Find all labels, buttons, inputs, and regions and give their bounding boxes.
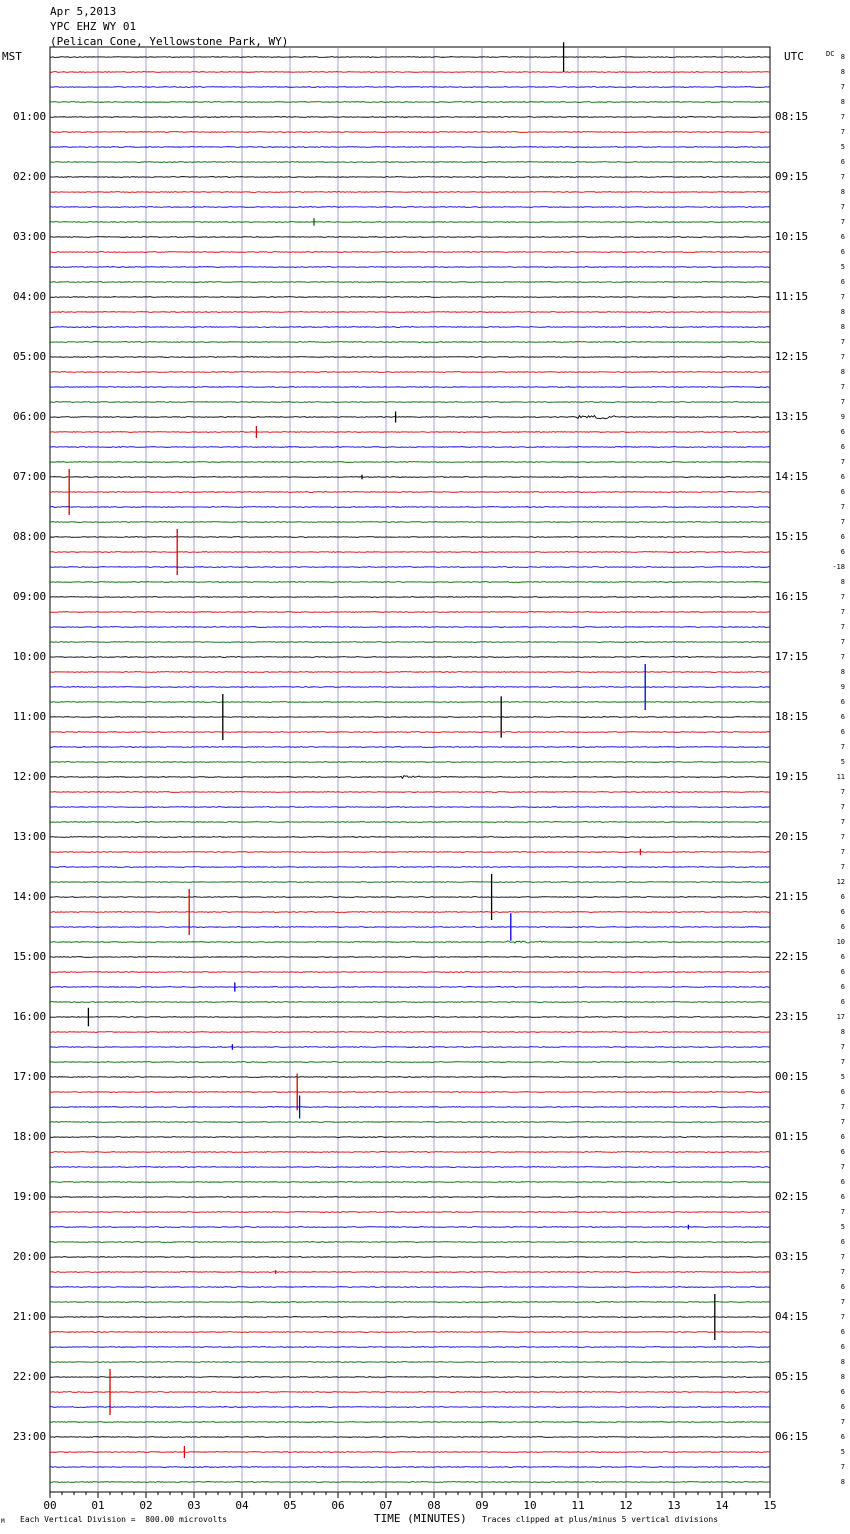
seismic-trace xyxy=(50,537,770,538)
seismic-trace xyxy=(50,1257,770,1258)
seismic-trace xyxy=(50,1332,770,1333)
seismic-trace xyxy=(50,552,770,553)
x-tick-label: 07 xyxy=(379,1499,393,1512)
dc-offset-value: 7 xyxy=(840,818,845,826)
left-hour-label: 14:00 xyxy=(13,890,47,903)
seismic-trace xyxy=(50,297,770,298)
seismic-trace xyxy=(50,1122,770,1123)
seismic-trace xyxy=(50,327,770,328)
dc-offset-value: 7 xyxy=(840,1058,845,1066)
right-hour-label: 02:15 xyxy=(775,1190,809,1203)
dc-offset-value: 7 xyxy=(840,113,845,121)
dc-offset-value: 6 xyxy=(840,1133,845,1141)
seismic-trace xyxy=(50,1167,770,1168)
seismic-trace xyxy=(50,1422,770,1423)
seismic-trace xyxy=(50,132,770,133)
x-tick-label: 11 xyxy=(571,1499,585,1512)
dc-offset-value: 7 xyxy=(840,848,845,856)
left-hour-label: 16:00 xyxy=(13,1010,47,1023)
dc-offset-value: 11 xyxy=(836,773,845,781)
dc-offset-value: 6 xyxy=(840,1193,845,1201)
seismic-trace xyxy=(50,747,770,748)
left-hour-label: 21:00 xyxy=(13,1310,47,1323)
dc-offset-value: 7 xyxy=(840,1418,845,1426)
dc-offset-value: 6 xyxy=(840,548,845,556)
seismic-trace xyxy=(50,222,770,223)
dc-offset-value: 6 xyxy=(840,248,845,256)
x-tick-label: 04 xyxy=(235,1499,249,1512)
seismic-trace xyxy=(50,522,770,523)
seismic-trace xyxy=(50,1242,770,1243)
seismic-trace xyxy=(50,837,770,838)
corner-mark: M xyxy=(1,1518,5,1525)
dc-offset-value: 7 xyxy=(840,1298,845,1306)
seismic-trace xyxy=(50,1347,770,1348)
dc-offset-value: 7 xyxy=(840,743,845,751)
seismic-trace xyxy=(50,1452,770,1453)
seismic-trace xyxy=(50,507,770,508)
seismic-trace xyxy=(50,627,770,628)
right-hour-label: 00:15 xyxy=(775,1070,809,1083)
seismic-trace xyxy=(50,672,770,673)
dc-offset-value: 6 xyxy=(840,428,845,436)
x-tick-label: 02 xyxy=(139,1499,153,1512)
dc-offset-value: 6 xyxy=(840,488,845,496)
scale-note: Each Vertical Division = 800.00 microvolts xyxy=(20,1515,228,1524)
dc-offset-value: 6 xyxy=(840,968,845,976)
dc-offset-value: 6 xyxy=(840,998,845,1006)
right-hour-label: 05:15 xyxy=(775,1370,809,1383)
dc-offset-value: 5 xyxy=(840,758,845,766)
dc-offset-value: 6 xyxy=(840,1283,845,1291)
dc-offset-value: 7 xyxy=(840,293,845,301)
dc-offset-value: 6 xyxy=(840,1178,845,1186)
x-tick-label: 06 xyxy=(331,1499,345,1512)
dc-offset-value: 6 xyxy=(840,1388,845,1396)
seismic-trace xyxy=(50,1137,770,1138)
dc-offset-value: 6 xyxy=(840,713,845,721)
dc-offset-value: 7 xyxy=(840,608,845,616)
seismic-trace xyxy=(50,1017,770,1018)
dc-offset-value: 8 xyxy=(840,323,845,331)
left-hour-label: 06:00 xyxy=(13,410,47,423)
dc-offset-value: -18 xyxy=(832,563,845,571)
dc-offset-value: 6 xyxy=(840,278,845,286)
right-hour-label: 18:15 xyxy=(775,710,809,723)
dc-offset-value: 6 xyxy=(840,1403,845,1411)
seismic-trace xyxy=(50,1182,770,1183)
seismic-trace xyxy=(50,477,770,478)
seismic-trace xyxy=(50,402,770,403)
dc-offset-value: 6 xyxy=(840,473,845,481)
dc-offset-value: 6 xyxy=(840,728,845,736)
header-date: Apr 5,2013 xyxy=(50,5,117,18)
right-hour-label: 14:15 xyxy=(775,470,809,483)
right-hour-label: 12:15 xyxy=(775,350,809,363)
seismic-trace xyxy=(50,1212,770,1213)
seismic-trace xyxy=(50,1032,770,1033)
left-hour-label: 09:00 xyxy=(13,590,47,603)
x-tick-label: 10 xyxy=(523,1499,537,1512)
left-hour-label: 18:00 xyxy=(13,1130,47,1143)
right-hour-label: 15:15 xyxy=(775,530,809,543)
seismic-trace xyxy=(50,1272,770,1273)
left-hour-label: 10:00 xyxy=(13,650,47,663)
left-hour-label: 04:00 xyxy=(13,290,47,303)
left-timezone-label: MST xyxy=(2,50,22,63)
seismic-trace xyxy=(50,1287,770,1288)
dc-offset-value: 7 xyxy=(840,788,845,796)
dc-offset-value: 7 xyxy=(840,1043,845,1051)
dc-offset-value: 7 xyxy=(840,623,845,631)
dc-offset-value: 7 xyxy=(840,218,845,226)
dc-offset-value: 7 xyxy=(840,638,845,646)
right-hour-label: 11:15 xyxy=(775,290,809,303)
left-hour-label: 02:00 xyxy=(13,170,47,183)
right-hour-label: 06:15 xyxy=(775,1430,809,1443)
dc-offset-value: 7 xyxy=(840,173,845,181)
left-hour-label: 03:00 xyxy=(13,230,47,243)
dc-offset-value: 6 xyxy=(840,1148,845,1156)
dc-offset-value: 6 xyxy=(840,443,845,451)
dc-offset-value: 8 xyxy=(840,68,845,76)
seismic-trace xyxy=(50,972,770,973)
seismic-trace xyxy=(50,117,770,118)
dc-offset-value: 7 xyxy=(840,458,845,466)
right-hour-label: 10:15 xyxy=(775,230,809,243)
x-tick-label: 01 xyxy=(91,1499,105,1512)
seismic-trace xyxy=(50,1317,770,1318)
seismic-trace xyxy=(50,987,770,988)
seismic-trace xyxy=(50,1107,770,1108)
seismic-trace xyxy=(50,72,770,73)
left-hour-label: 05:00 xyxy=(13,350,47,363)
seismic-trace xyxy=(50,702,770,703)
dc-offset-value: 10 xyxy=(836,938,845,946)
x-tick-label: 12 xyxy=(619,1499,633,1512)
seismic-trace xyxy=(50,1302,770,1303)
x-tick-label: 05 xyxy=(283,1499,297,1512)
dc-offset-value: 6 xyxy=(840,923,845,931)
seismic-trace xyxy=(50,162,770,163)
seismic-trace xyxy=(50,87,770,88)
seismic-trace xyxy=(50,941,770,943)
dc-offset-value: 6 xyxy=(840,1088,845,1096)
dc-offset-value: 8 xyxy=(840,98,845,106)
right-hour-label: 01:15 xyxy=(775,1130,809,1143)
seismic-trace xyxy=(50,1062,770,1063)
seismic-trace xyxy=(50,912,770,913)
seismic-trace xyxy=(50,1002,770,1003)
seismic-trace xyxy=(50,177,770,178)
left-hour-label: 08:00 xyxy=(13,530,47,543)
dc-offset-value: 7 xyxy=(840,653,845,661)
dc-offset-value: 7 xyxy=(840,128,845,136)
seismic-trace xyxy=(50,192,770,193)
seismic-trace xyxy=(50,462,770,463)
dc-offset-value: 8 xyxy=(840,578,845,586)
seismic-trace xyxy=(50,207,770,208)
seismic-trace xyxy=(50,447,770,448)
seismic-trace xyxy=(50,1467,770,1468)
seismic-trace xyxy=(50,342,770,343)
left-hour-label: 01:00 xyxy=(13,110,47,123)
seismic-trace xyxy=(50,282,770,283)
seismic-trace xyxy=(50,582,770,583)
dc-offset-value: 6 xyxy=(840,233,845,241)
dc-offset-value: 6 xyxy=(840,698,845,706)
right-hour-label: 16:15 xyxy=(775,590,809,603)
seismic-trace xyxy=(50,432,770,433)
header-station: YPC EHZ WY 01 xyxy=(50,20,137,33)
dc-offset-value: 6 xyxy=(840,1433,845,1441)
dc-offset-value: 7 xyxy=(840,863,845,871)
seismic-trace xyxy=(50,597,770,598)
header-location: (Pelican Cone, Yellowstone Park, WY) xyxy=(50,35,289,48)
seismic-trace xyxy=(50,1047,770,1048)
seismic-trace xyxy=(50,717,770,718)
dc-offset-value: 6 xyxy=(840,983,845,991)
dc-offset-value: 8 xyxy=(840,188,845,196)
dc-offset-value: 5 xyxy=(840,263,845,271)
seismic-trace xyxy=(50,776,770,779)
seismic-trace xyxy=(50,567,770,568)
dc-offset-value: 7 xyxy=(840,1103,845,1111)
dc-offset-value: 7 xyxy=(840,1313,845,1321)
seismic-trace xyxy=(50,1392,770,1393)
seismic-trace xyxy=(50,762,770,763)
seismic-trace xyxy=(50,852,770,853)
seismic-trace xyxy=(50,657,770,658)
seismic-trace xyxy=(50,1077,770,1078)
seismic-trace xyxy=(50,1407,770,1408)
dc-offset-value: 5 xyxy=(840,1223,845,1231)
dc-offset-value: 8 xyxy=(840,668,845,676)
seismic-trace xyxy=(50,1227,770,1228)
dc-offset-value: 12 xyxy=(836,878,845,886)
left-hour-label: 13:00 xyxy=(13,830,47,843)
clip-note: Traces clipped at plus/minus 5 vertical divisions xyxy=(482,1515,719,1524)
right-hour-label: 17:15 xyxy=(775,650,809,663)
dc-offset-value: 7 xyxy=(840,1118,845,1126)
dc-offset-value: 8 xyxy=(840,1358,845,1366)
dc-offset-value: 8 xyxy=(840,308,845,316)
right-hour-label: 21:15 xyxy=(775,890,809,903)
dc-offset-value: 7 xyxy=(840,83,845,91)
dc-offset-value: 6 xyxy=(840,893,845,901)
trace-layer xyxy=(50,42,770,1482)
dc-offset-value: 7 xyxy=(840,203,845,211)
dc-offset-value: 8 xyxy=(840,368,845,376)
dc-offset-value: 8 xyxy=(840,1373,845,1381)
right-hour-label: 04:15 xyxy=(775,1310,809,1323)
seismic-trace xyxy=(50,492,770,493)
seismic-trace xyxy=(50,1377,770,1378)
seismic-trace xyxy=(50,1482,770,1483)
seismic-trace xyxy=(50,897,770,898)
right-timezone-label: UTC xyxy=(784,50,804,63)
seismic-trace xyxy=(50,1092,770,1093)
dc-offset-value: 5 xyxy=(840,1073,845,1081)
right-hour-label: 09:15 xyxy=(775,170,809,183)
dc-offset-value: 7 xyxy=(840,398,845,406)
dc-offset-value: 5 xyxy=(840,1448,845,1456)
right-hour-label: 13:15 xyxy=(775,410,809,423)
seismic-trace xyxy=(50,642,770,643)
seismic-trace xyxy=(50,252,770,253)
dc-offset-value: 8 xyxy=(840,53,845,61)
seismic-trace xyxy=(50,612,770,613)
left-hour-label: 23:00 xyxy=(13,1430,47,1443)
seismic-trace xyxy=(50,882,770,883)
dc-offset-value: 8 xyxy=(840,1028,845,1036)
dc-offset-value: 7 xyxy=(840,1253,845,1261)
seismic-trace xyxy=(50,687,770,688)
dc-offset-value: 6 xyxy=(840,1238,845,1246)
dc-offset-value: 7 xyxy=(840,503,845,511)
grid-layer xyxy=(50,47,770,1492)
dc-offset-value: 7 xyxy=(840,338,845,346)
right-hour-label: 08:15 xyxy=(775,110,809,123)
dc-offset-value: 8 xyxy=(840,1478,845,1486)
dc-offset-value: 7 xyxy=(840,353,845,361)
seismic-trace xyxy=(50,1197,770,1198)
seismic-trace xyxy=(50,312,770,313)
x-tick-label: 00 xyxy=(43,1499,57,1512)
seismic-trace xyxy=(50,147,770,148)
dc-offset-value: 5 xyxy=(840,143,845,151)
dc-offset-value: 7 xyxy=(840,1463,845,1471)
dc-offset-value: 6 xyxy=(840,908,845,916)
dc-offset-value: 7 xyxy=(840,593,845,601)
left-hour-label: 15:00 xyxy=(13,950,47,963)
seismic-trace xyxy=(50,957,770,958)
seismic-trace xyxy=(50,57,770,58)
left-hour-label: 12:00 xyxy=(13,770,47,783)
plot-frame xyxy=(50,47,770,1492)
seismic-trace xyxy=(50,267,770,268)
dc-offset-value: 6 xyxy=(840,533,845,541)
x-tick-label: 13 xyxy=(667,1499,681,1512)
x-tick-label: 03 xyxy=(187,1499,201,1512)
left-hour-label: 11:00 xyxy=(13,710,47,723)
seismic-trace xyxy=(50,102,770,103)
dc-offset-value: 7 xyxy=(840,803,845,811)
seismic-trace xyxy=(50,387,770,388)
seismic-trace xyxy=(50,867,770,868)
right-hour-label: 19:15 xyxy=(775,770,809,783)
x-tick-label: 09 xyxy=(475,1499,489,1512)
seismic-trace xyxy=(50,372,770,373)
dc-offset-value: 6 xyxy=(840,1328,845,1336)
dc-offset-value: 7 xyxy=(840,1268,845,1276)
seismic-trace xyxy=(50,732,770,733)
dc-offset-value: 7 xyxy=(840,1208,845,1216)
dc-offset-value: 6 xyxy=(840,953,845,961)
dc-offset-value: 6 xyxy=(840,158,845,166)
dc-offset-value: 7 xyxy=(840,833,845,841)
x-axis-title: TIME (MINUTES) xyxy=(374,1512,467,1525)
seismic-trace xyxy=(50,1362,770,1363)
dc-offset-value: 9 xyxy=(840,413,845,421)
x-tick-label: 14 xyxy=(715,1499,729,1512)
seismic-trace xyxy=(50,807,770,808)
seismic-trace xyxy=(50,792,770,793)
seismic-trace xyxy=(50,1437,770,1438)
left-hour-label: 19:00 xyxy=(13,1190,47,1203)
right-hour-label: 20:15 xyxy=(775,830,809,843)
dc-offset-value: 17 xyxy=(836,1013,845,1021)
x-axis xyxy=(43,1492,776,1512)
dc-offset-value: 7 xyxy=(840,1163,845,1171)
left-hour-label: 22:00 xyxy=(13,1370,47,1383)
right-hour-label: 23:15 xyxy=(775,1010,809,1023)
left-hour-label: 20:00 xyxy=(13,1250,47,1263)
seismic-trace xyxy=(50,822,770,823)
seismic-trace xyxy=(50,1152,770,1153)
right-hour-label: 22:15 xyxy=(775,950,809,963)
dc-header-label: DC xyxy=(826,50,835,58)
seismic-trace xyxy=(50,415,770,418)
left-hour-label: 07:00 xyxy=(13,470,47,483)
left-hour-label: 17:00 xyxy=(13,1070,47,1083)
dc-offset-value: 6 xyxy=(840,1343,845,1351)
x-tick-label: 08 xyxy=(427,1499,441,1512)
seismic-trace xyxy=(50,357,770,358)
right-hour-label: 03:15 xyxy=(775,1250,809,1263)
dc-offset-value: 9 xyxy=(840,683,845,691)
seismic-trace xyxy=(50,237,770,238)
seismic-trace xyxy=(50,927,770,928)
dc-offset-value: 7 xyxy=(840,383,845,391)
x-tick-label: 15 xyxy=(763,1499,777,1512)
dc-offset-value: 7 xyxy=(840,518,845,526)
